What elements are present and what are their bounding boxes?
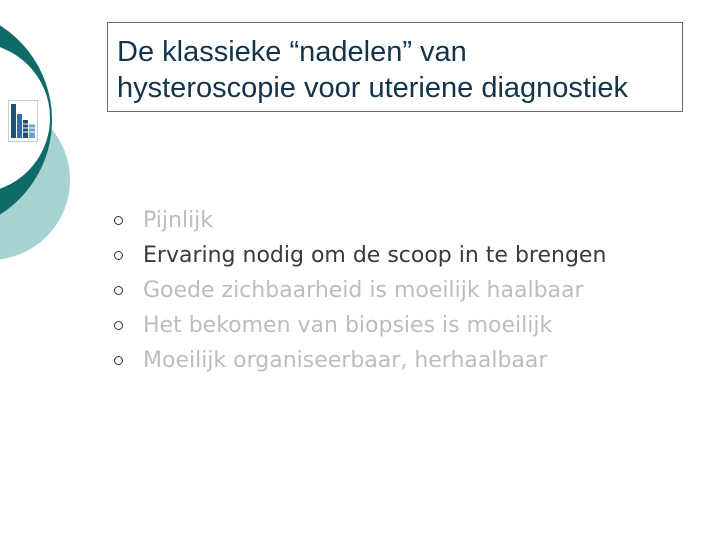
- bullet-item: [112, 238, 606, 273]
- title-line-2: hysteroscopie voor uteriene diagnostiek: [117, 72, 629, 104]
- hollow-circle-bullet-icon: [114, 251, 123, 260]
- slide-title: [107, 22, 683, 112]
- hollow-circle-bullet-icon: [114, 356, 123, 365]
- bullet-item: [112, 343, 606, 378]
- title-line-1: De klassieke “nadelen” van: [117, 36, 467, 68]
- building-logo-icon: [8, 100, 38, 142]
- bullet-text: Het bekomen van biopsies is moeilijk: [143, 313, 553, 338]
- bullet-list: [112, 203, 606, 378]
- hollow-circle-bullet-icon: [114, 321, 123, 330]
- bullet-text: Moeilijk organiseerbaar, herhaalbaar: [143, 348, 548, 373]
- bullet-item: [112, 273, 606, 308]
- bullet-item: [112, 308, 606, 343]
- bullet-item: [112, 203, 606, 238]
- bullet-text: Pijnlijk: [143, 208, 214, 233]
- hollow-circle-bullet-icon: [114, 286, 123, 295]
- hollow-circle-bullet-icon: [114, 216, 123, 225]
- bullet-text: Ervaring nodig om de scoop in te brengen: [143, 243, 607, 268]
- bullet-text: Goede zichbaarheid is moeilijk haalbaar: [143, 278, 584, 303]
